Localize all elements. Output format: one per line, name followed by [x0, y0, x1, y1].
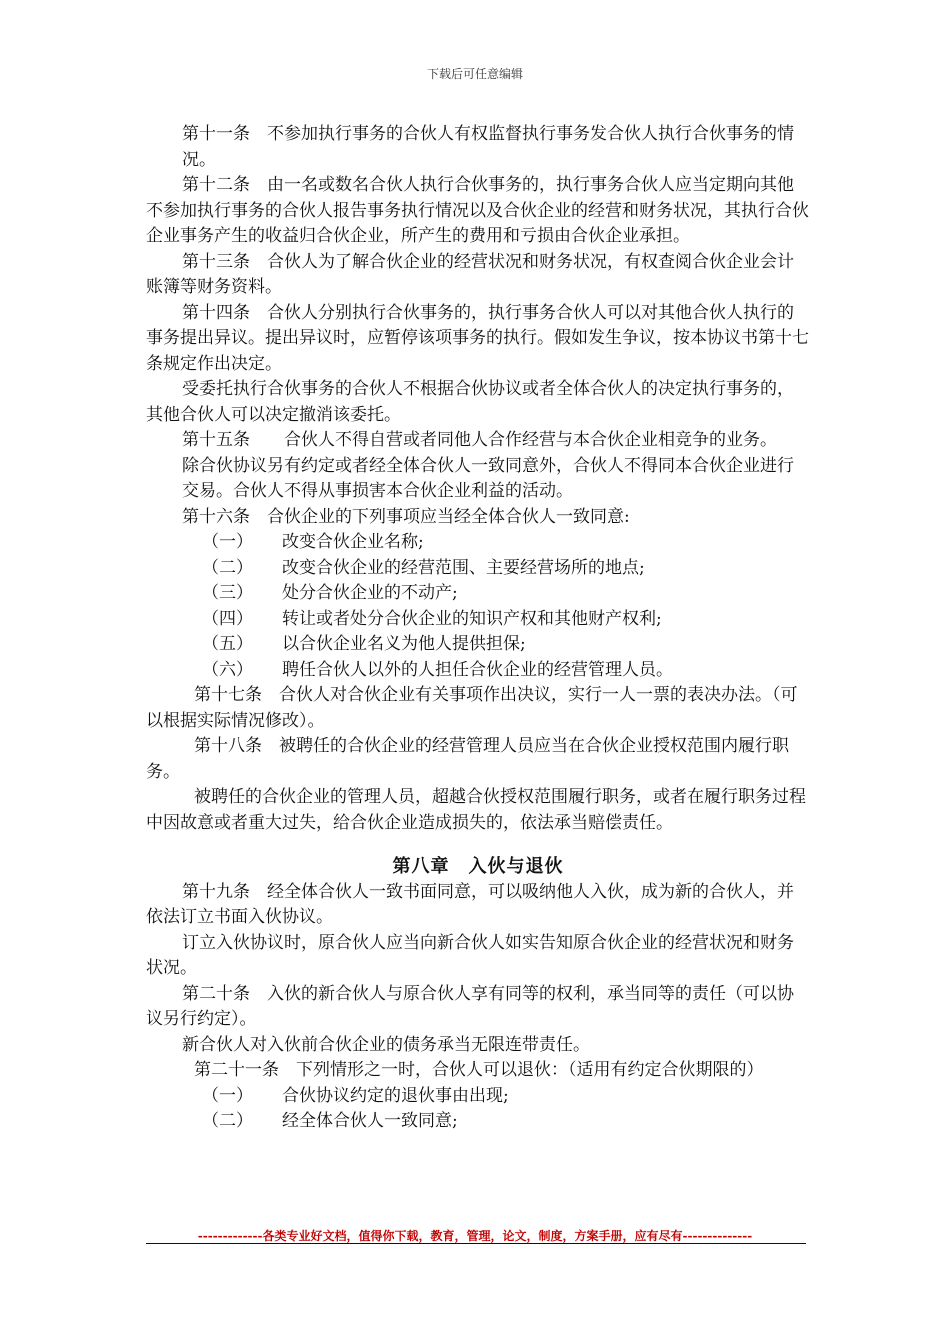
article-20-clause: 新合伙人对入伙前合伙企业的债务承当无限连带责任。 — [182, 1034, 590, 1055]
list-item-text: 经全体合伙人一致同意; — [282, 1111, 458, 1131]
article-21-list — [146, 1084, 810, 1135]
article-13: 第十三条 合伙人为了解合伙企业的经营状况和财务状况，有权查阅合伙企业会计账簿等财务资料。 — [146, 251, 794, 297]
list-item — [146, 530, 810, 556]
article-19-clause: 订立入伙协议时，原合伙人应当向新合伙人如实告知原合伙企业的经营状况和财务状况。 — [146, 932, 794, 978]
list-item — [146, 1084, 810, 1110]
chapter-heading: 第八章 入伙与退伙 — [392, 856, 564, 877]
footer-divider — [146, 1243, 806, 1244]
article-14: 第十四条 合伙人分别执行合伙事务的，执行事务合伙人可以对其他合伙人执行的事务提出异议。提出异议时，应暂停该项事务的执行。假如发生争议，按本协议书第十七条规定作出决定。 — [146, 302, 809, 374]
article-20: 第二十条 入伙的新合伙人与原合伙人享有同等的权利，承当同等的责任（可以协议另行约定）。 — [146, 983, 794, 1029]
article-17: 第十七条 合伙人对合伙企业有关事项作出决议，实行一人一票的表决办法。（可以根据实际情况修改）。 — [146, 685, 798, 731]
article-15: 第十五条 合伙人不得自营或者同他人合作经营与本合伙企业相竞争的业务。 — [182, 430, 777, 450]
list-item-number: （六） — [202, 659, 253, 680]
article-11: 第十一条 不参加执行事务的合伙人有权监督执行事务发合伙人执行合伙事务的情况。 — [182, 124, 794, 170]
list-item-number: （五） — [202, 634, 253, 654]
document-body — [146, 122, 810, 1135]
list-item-number: （一） — [202, 1085, 253, 1106]
article-21: 第二十一条 下列情形之一时，合伙人可以退伙：（适用有约定合伙期限的） — [194, 1060, 764, 1080]
article-15-clause: 除合伙协议另有约定或者经全体合伙人一致同意外，合伙人不得同本合伙企业进行交易。合伙人不得从事损害本合伙企业利益的活动。 — [182, 455, 794, 501]
list-item-number: （二） — [202, 557, 253, 578]
list-item-text: 聘任合伙人以外的人担任合伙企业的经营管理人员。 — [282, 659, 673, 680]
list-item-number: （四） — [202, 608, 253, 629]
list-item-number: （一） — [202, 532, 253, 552]
list-item — [146, 581, 810, 607]
list-item-text: 以合伙企业名义为他人提供担保; — [282, 634, 526, 654]
article-12: 第十二条 由一名或数名合伙人执行合伙事务的，执行事务合伙人应当定期向其他不参加执行事务的合伙人报告事务执行情况以及合伙企业的经营和财务状况，其执行合伙企业事务产生的收益归合伙企业，所产生的费用和亏损由合伙企业承担。 — [146, 175, 809, 246]
list-item-text: 改变合伙企业的经营范围、主要经营场所的地点; — [282, 557, 645, 578]
list-item — [146, 556, 810, 582]
footer-banner: -------------各类专业好文档，值得你下载，教育，管理，论文，制度，方案手册，应有尽有-------------- — [197, 1229, 753, 1243]
list-item-text: 转让或者处分合伙企业的知识产权和其他财产权利; — [282, 608, 662, 629]
article-16: 第十六条 合伙企业的下列事项应当经全体合伙人一致同意: — [182, 506, 630, 527]
list-item-text: 处分合伙企业的不动产; — [282, 583, 458, 603]
list-item-number: （三） — [202, 583, 253, 603]
article-18-clause: 被聘任的合伙企业的管理人员，超越合伙授权范围履行职务，或者在履行职务过程中因故意或者重大过失，给合伙企业造成损失的，依法承当赔偿责任。 — [146, 787, 806, 833]
list-item-text: 合伙协议约定的退伙事由出现; — [282, 1085, 509, 1106]
article-16-list — [146, 530, 810, 683]
article-19: 第十九条 经全体合伙人一致书面同意，可以吸纳他人入伙，成为新的合伙人，并依法订立书面入伙协议。 — [146, 881, 794, 927]
list-item — [146, 658, 810, 684]
article-14-clause: 受委托执行合伙事务的合伙人不根据合伙协议或者全体合伙人的决定执行事务的，其他合伙人可以决定撤消该委托。 — [146, 379, 794, 425]
list-item — [146, 1109, 810, 1135]
list-item-number: （二） — [202, 1111, 253, 1131]
article-18: 第十八条 被聘任的合伙企业的经营管理人员应当在合伙企业授权范围内履行职务。 — [146, 736, 789, 782]
list-item — [146, 632, 810, 658]
page-header: 下载后可任意编辑 — [426, 67, 523, 81]
list-item-text: 改变合伙企业名称; — [282, 532, 424, 552]
list-item — [146, 607, 810, 633]
